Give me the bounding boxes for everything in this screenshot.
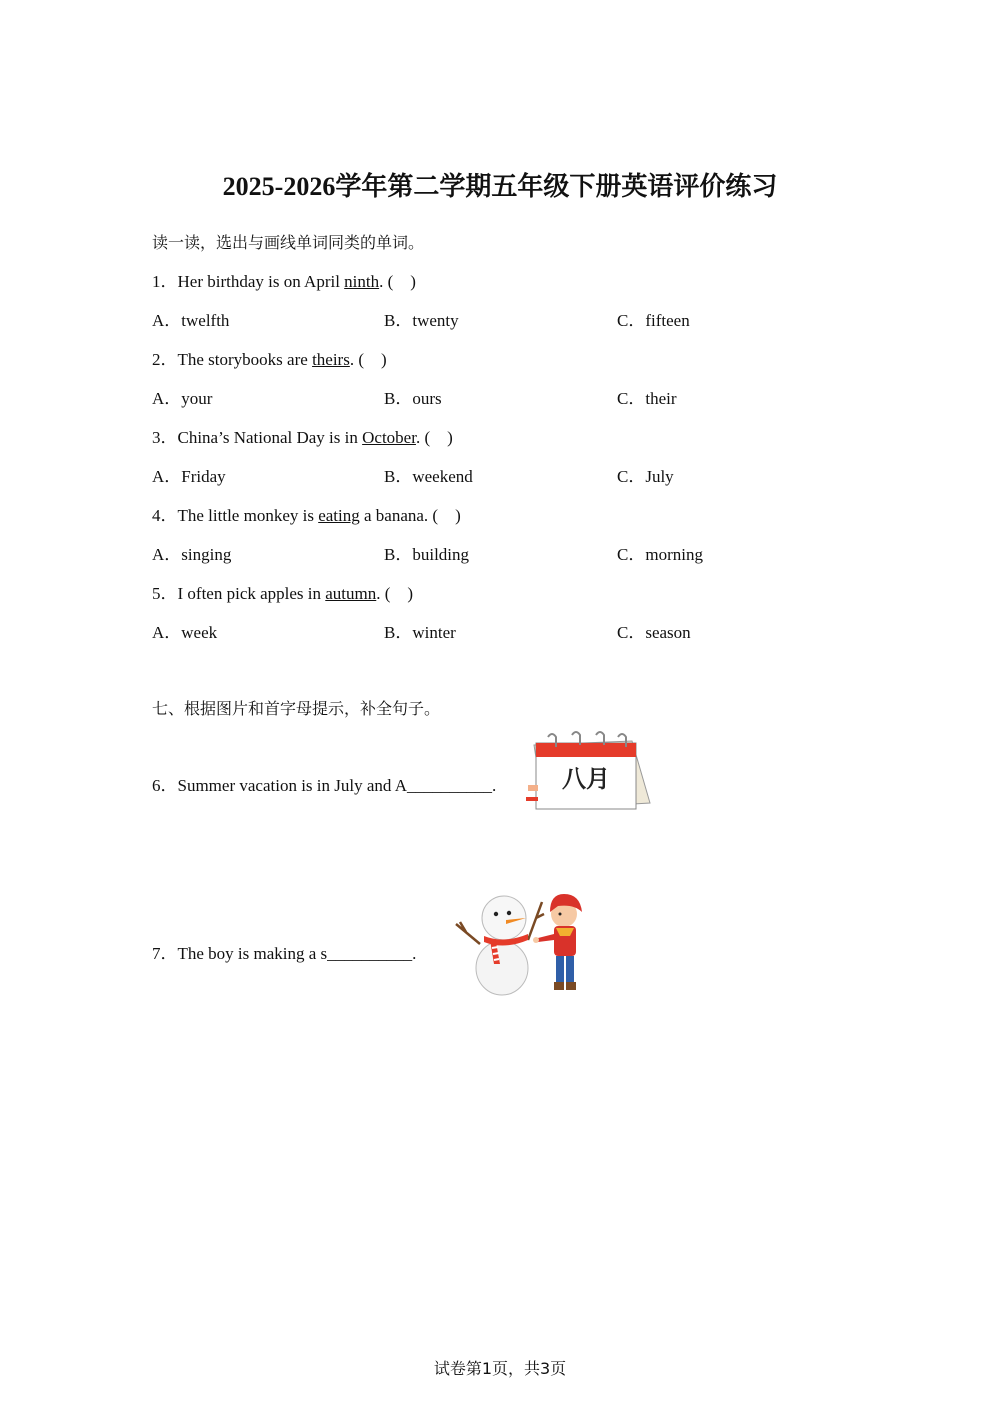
- option-letter: C．: [617, 545, 646, 564]
- option-text: weekend: [412, 467, 473, 486]
- question-text-pre: China’s National Day is in: [177, 428, 363, 447]
- question-number: 5．: [152, 584, 178, 603]
- question-number: 7．: [152, 944, 178, 963]
- question-text-post: . ( ): [349, 350, 387, 369]
- option-text: their: [645, 389, 677, 408]
- option-letter: A．: [152, 545, 182, 564]
- snowman-boy-image: [446, 888, 588, 998]
- option-letter: B．: [384, 623, 413, 642]
- option-letter: C．: [617, 467, 646, 486]
- august-calendar-image: [524, 731, 654, 813]
- option-letter: B．: [384, 545, 413, 564]
- underlined-word: ninth: [344, 272, 380, 291]
- question-7: [152, 942, 416, 966]
- option-c: [617, 543, 703, 567]
- option-c: [617, 387, 677, 411]
- option-text: week: [181, 623, 218, 642]
- option-text: fifteen: [645, 311, 690, 330]
- question-number: 2．: [152, 350, 178, 369]
- option-a: [152, 543, 231, 567]
- option-text: season: [645, 623, 691, 642]
- question-3: [152, 426, 453, 450]
- option-letter: A．: [152, 389, 182, 408]
- page-title: 2025-2026学年第二学期五年级下册英语评价练习: [222, 172, 778, 201]
- question-number: 4．: [152, 506, 178, 525]
- question-text-pre: I often pick apples in: [177, 584, 326, 603]
- option-b: [384, 387, 442, 411]
- underlined-word: October: [362, 428, 416, 447]
- option-text: ours: [412, 389, 442, 408]
- question-4: [152, 504, 461, 528]
- question-text-pre: The little monkey is: [177, 506, 319, 525]
- option-c: [617, 309, 690, 333]
- question-text-pre: Her birthday is on April: [177, 272, 345, 291]
- option-a: [152, 621, 217, 645]
- question-text-post: . ( ): [376, 584, 414, 603]
- page-footer: 试卷第1页，共3页: [433, 1359, 567, 1378]
- option-text: winter: [412, 623, 456, 642]
- underlined-word: eating: [318, 506, 360, 525]
- section2-instruction: 七、根据图片和首字母提示，补全句子。: [152, 699, 441, 718]
- option-letter: C．: [617, 389, 646, 408]
- option-a: [152, 387, 212, 411]
- option-letter: C．: [617, 623, 646, 642]
- option-text: twenty: [412, 311, 459, 330]
- question-1: [152, 270, 416, 294]
- option-text: July: [645, 467, 674, 486]
- option-text: morning: [645, 545, 703, 564]
- option-b: [384, 543, 469, 567]
- option-letter: B．: [384, 311, 413, 330]
- question-2: [152, 348, 387, 372]
- question-text-post: a banana. ( ): [359, 506, 461, 525]
- option-text: singing: [181, 545, 232, 564]
- option-a: [152, 309, 229, 333]
- question-number: 1．: [152, 272, 178, 291]
- option-text: Friday: [181, 467, 226, 486]
- section1-instruction: 读一读，选出与画线单词同类的单词。: [152, 233, 425, 252]
- option-letter: B．: [384, 467, 413, 486]
- question-5: [152, 582, 413, 606]
- question-6: [152, 774, 496, 798]
- question-text-pre: The storybooks are: [177, 350, 313, 369]
- question-number: 3．: [152, 428, 178, 447]
- option-letter: A．: [152, 467, 182, 486]
- question-text-post: . ( ): [415, 428, 453, 447]
- question-text-post: . ( ): [379, 272, 416, 291]
- underlined-word: theirs: [312, 350, 350, 369]
- question-text: Summer vacation is in July and A__________.: [177, 776, 497, 795]
- question-text: The boy is making a s__________.: [177, 944, 417, 963]
- option-c: [617, 465, 674, 489]
- option-letter: C．: [617, 311, 646, 330]
- option-text: twelfth: [181, 311, 230, 330]
- underlined-word: autumn: [325, 584, 377, 603]
- option-b: [384, 465, 473, 489]
- option-letter: A．: [152, 623, 182, 642]
- option-letter: B．: [384, 389, 413, 408]
- option-b: [384, 309, 459, 333]
- question-number: 6．: [152, 776, 178, 795]
- option-c: [617, 621, 691, 645]
- calendar-label: 八月: [562, 765, 610, 793]
- option-letter: A．: [152, 311, 182, 330]
- option-text: building: [412, 545, 470, 564]
- option-b: [384, 621, 456, 645]
- option-text: your: [181, 389, 213, 408]
- option-a: [152, 465, 226, 489]
